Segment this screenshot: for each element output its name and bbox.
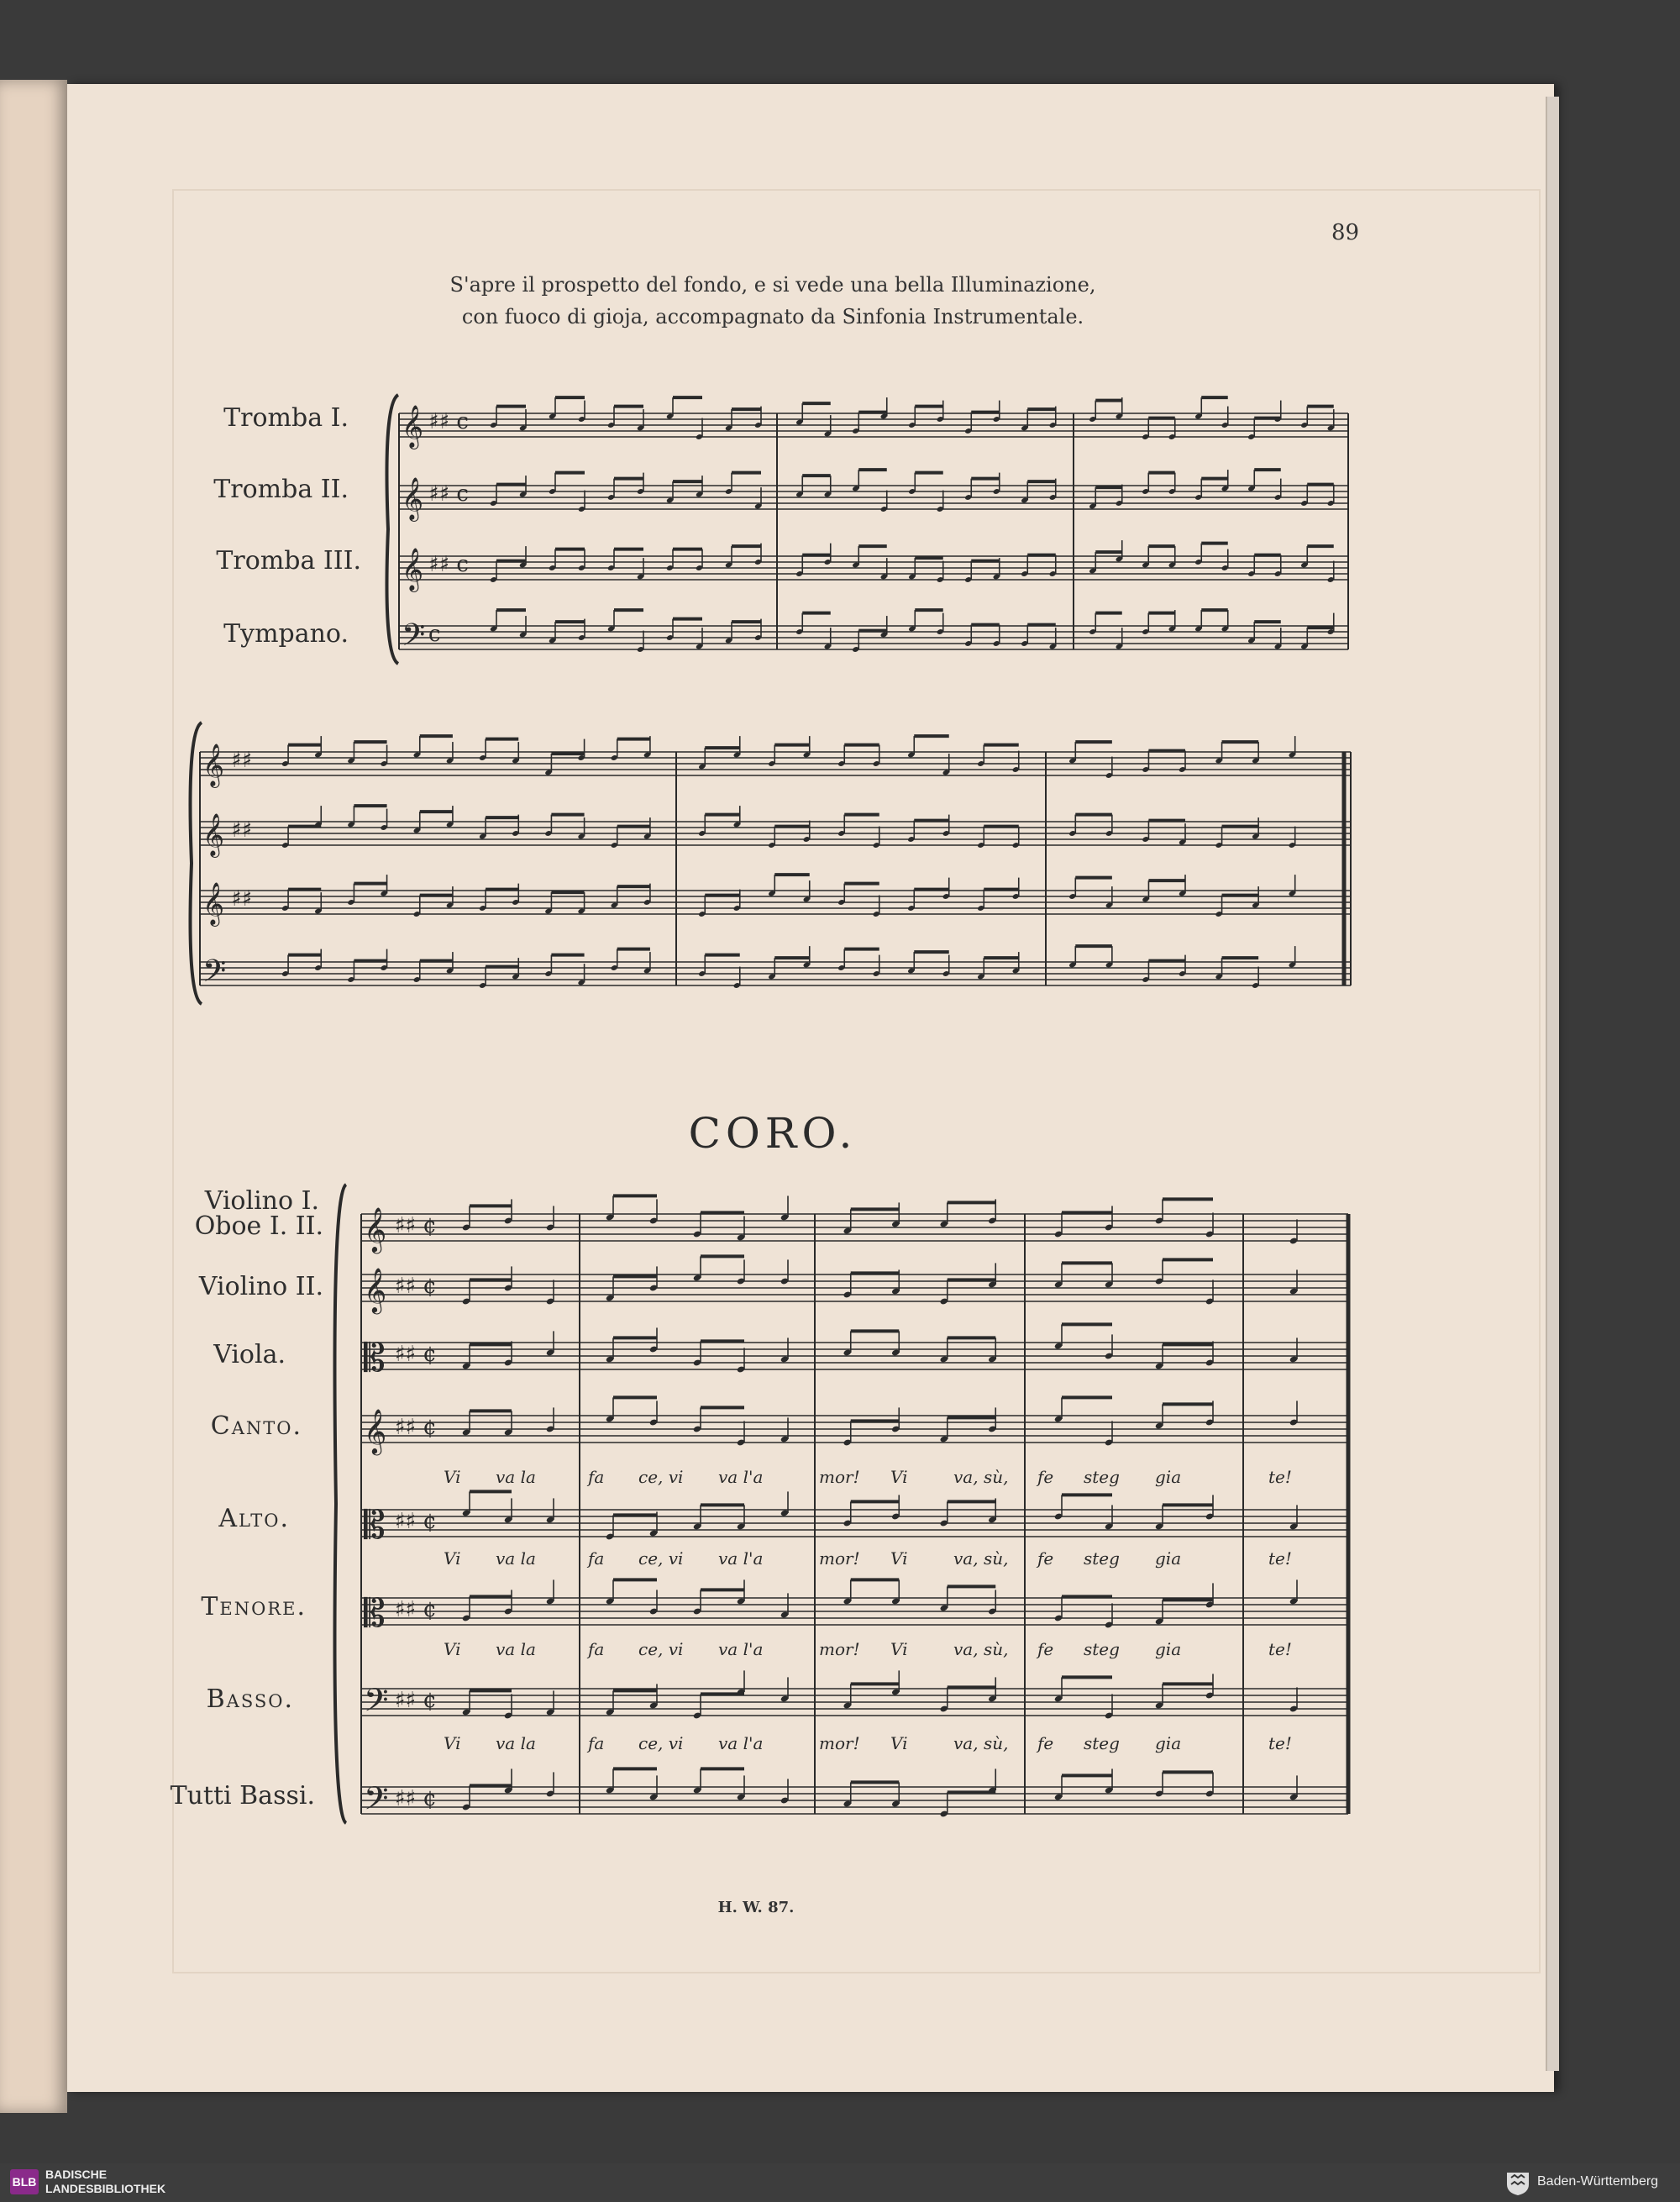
lyric-syllable: mor! <box>819 1548 860 1569</box>
lyric-syllable: Vi <box>444 1548 461 1569</box>
lyric-syllable: Vi <box>890 1639 908 1659</box>
lyric-syllable: steg <box>1084 1733 1120 1753</box>
lyric-syllable: fe <box>1037 1467 1054 1487</box>
clef-icon: 𝄞 <box>402 477 424 520</box>
label-tromba-2: Tromba II. <box>213 475 349 504</box>
lyric-syllable: gia <box>1155 1467 1182 1487</box>
key-signature: ♯♯ c <box>428 481 469 507</box>
key-signature: ♯♯ <box>231 817 253 843</box>
key-signature: ♯♯ ¢ <box>395 1213 437 1238</box>
clef-icon: 𝄢 <box>402 618 426 660</box>
label-tromba-3: Tromba III. <box>216 546 361 575</box>
lyric-syllable: va la <box>496 1639 536 1659</box>
lyric-syllable: fe <box>1037 1548 1054 1569</box>
lyric-syllable: Vi <box>890 1733 908 1753</box>
lyric-syllable: Vi <box>890 1548 908 1569</box>
lyric-syllable: gia <box>1155 1639 1182 1659</box>
viewer-footer <box>0 2163 1680 2202</box>
lyric-syllable: fa <box>588 1639 605 1659</box>
key-signature: ♯♯ ¢ <box>395 1342 437 1367</box>
lyric-syllable: va l'a <box>718 1733 764 1753</box>
key-signature: ♯♯ ¢ <box>395 1597 437 1622</box>
clef-icon: 𝄞 <box>402 405 424 448</box>
label-oboe: Oboe I. II. <box>194 1211 323 1241</box>
lyric-syllable: va, sù, <box>953 1733 1009 1753</box>
label-tympano: Tympano. <box>223 619 349 649</box>
lyric-syllable: va, sù, <box>953 1467 1009 1487</box>
lyric-syllable: mor! <box>819 1639 860 1659</box>
lyric-syllable: te! <box>1268 1548 1292 1569</box>
clef-icon: 𝄞 <box>364 1267 387 1312</box>
clef-icon: 𝄡 <box>364 1335 386 1380</box>
region-name: Baden-Württemberg <box>1537 2174 1659 2189</box>
lyric-syllable: te! <box>1268 1639 1292 1659</box>
plate-number: H. W. 87. <box>717 1899 795 1916</box>
lyric-syllable: steg <box>1084 1467 1120 1487</box>
lyric-syllable: Vi <box>444 1467 461 1487</box>
label-tromba-1: Tromba I. <box>223 403 349 433</box>
lyric-syllable: fe <box>1037 1639 1054 1659</box>
lyric-syllable: Vi <box>444 1733 461 1753</box>
library-name-line-1: BADISCHE <box>45 2168 108 2181</box>
key-signature: ♯♯ <box>231 886 253 912</box>
label-violino-1: Violino I. <box>204 1186 319 1216</box>
clef-icon: 𝄡 <box>364 1590 386 1636</box>
key-signature: ♯♯ ¢ <box>395 1274 437 1299</box>
clef-icon: 𝄢 <box>364 1779 389 1825</box>
lyric-syllable: steg <box>1084 1639 1120 1659</box>
label-basso: Basso. <box>206 1684 294 1714</box>
key-signature: ♯♯ ¢ <box>395 1786 437 1811</box>
lyric-syllable: ce, vi <box>638 1467 684 1487</box>
lyric-syllable: va, sù, <box>953 1548 1009 1569</box>
lyric-syllable: va l'a <box>718 1548 764 1569</box>
stage-direction-line-2: con fuoco di gioja, accompagnato da Sinfonia Instrumentale. <box>461 305 1084 328</box>
clef-icon: 𝄞 <box>364 1408 387 1453</box>
clef-icon: 𝄞 <box>402 548 424 591</box>
lyric-syllable: fe <box>1037 1733 1054 1753</box>
section-title: CORO. <box>688 1109 858 1158</box>
label-viola: Viola. <box>213 1340 286 1369</box>
lyric-syllable: mor! <box>819 1467 860 1487</box>
clef-icon: 𝄞 <box>202 813 225 856</box>
library-name <box>45 2168 165 2196</box>
lyric-syllable: ce, vi <box>638 1548 684 1569</box>
lyric-syllable: ce, vi <box>638 1733 684 1753</box>
lyric-syllable: fa <box>588 1467 605 1487</box>
page-number: 89 <box>1331 220 1360 245</box>
lyric-syllable: steg <box>1084 1548 1120 1569</box>
baden-wuerttemberg-crest-icon <box>1504 2169 1532 2196</box>
system-bracket <box>335 1185 347 1823</box>
lyric-syllable: Vi <box>890 1467 908 1487</box>
label-canto: Canto. <box>210 1411 302 1441</box>
key-signature: ♯♯ ¢ <box>395 1509 437 1534</box>
label-tutti-bassi: Tutti Bassi. <box>170 1781 315 1810</box>
label-tenore: Tenore. <box>201 1592 307 1621</box>
stage-direction-line-1: S'apre il prospetto del fondo, e si vede una bella Illuminazione, <box>449 273 1096 297</box>
lyric-syllable: Vi <box>444 1639 461 1659</box>
lyric-syllable: va l'a <box>718 1639 764 1659</box>
lyric-syllable: gia <box>1155 1733 1182 1753</box>
clef-icon: 𝄢 <box>364 1681 389 1726</box>
label-violino-2: Violino II. <box>198 1272 323 1301</box>
clef-icon: 𝄡 <box>364 1502 386 1548</box>
key-signature: ♯♯ <box>231 748 253 773</box>
key-signature: c <box>428 622 441 647</box>
lyric-syllable: gia <box>1155 1548 1182 1569</box>
system-bracket <box>387 395 399 664</box>
clef-icon: 𝄞 <box>202 744 225 786</box>
clef-icon: 𝄞 <box>364 1206 387 1252</box>
key-signature: ♯♯ c <box>428 552 469 577</box>
clef-icon: 𝄢 <box>202 954 227 996</box>
library-name-line-2: LANDESBIBLIOTHEK <box>45 2182 166 2195</box>
lyric-syllable: te! <box>1268 1733 1292 1753</box>
key-signature: ♯♯ ¢ <box>395 1415 437 1440</box>
key-signature: ♯♯ c <box>428 409 469 434</box>
lyric-syllable: va la <box>496 1733 536 1753</box>
key-signature: ♯♯ ¢ <box>395 1688 437 1713</box>
lyric-syllable: ce, vi <box>638 1639 684 1659</box>
lyric-syllable: va la <box>496 1467 536 1487</box>
blb-logo: BLB <box>10 2169 39 2194</box>
lyric-syllable: va, sù, <box>953 1639 1009 1659</box>
clef-icon: 𝄞 <box>202 882 225 925</box>
lyric-syllable: fa <box>588 1733 605 1753</box>
lyric-syllable: te! <box>1268 1467 1292 1487</box>
lyric-syllable: fa <box>588 1548 605 1569</box>
lyric-syllable: mor! <box>819 1733 860 1753</box>
lyric-syllable: va l'a <box>718 1467 764 1487</box>
lyric-syllable: va la <box>496 1548 536 1569</box>
label-alto: Alto. <box>218 1504 290 1533</box>
